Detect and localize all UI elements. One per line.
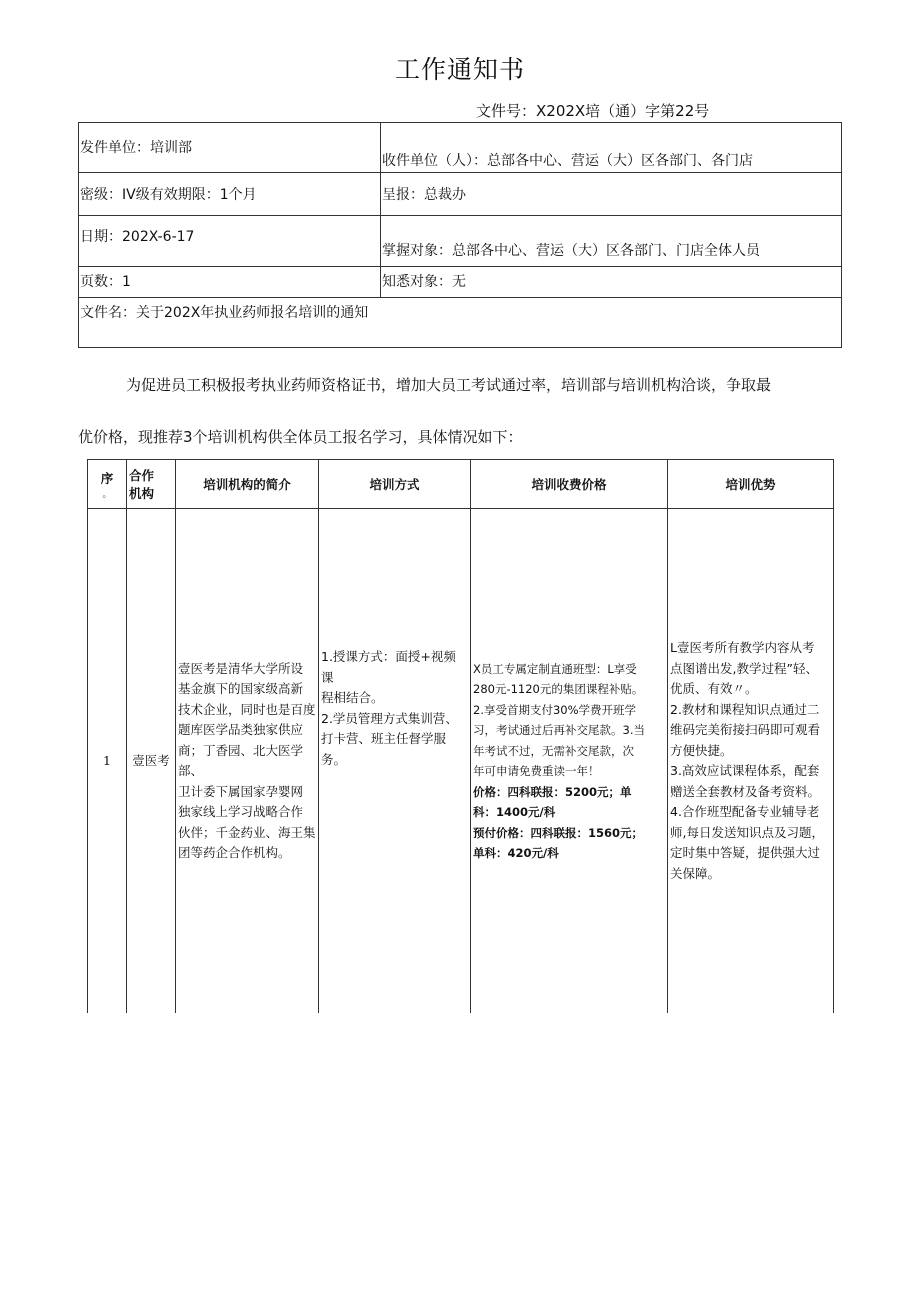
partner-intro-line: 商；丁香园、北大医学部、: [178, 742, 304, 778]
header-no: [88, 460, 127, 509]
report-to: 呈报：总裁办: [382, 187, 466, 203]
page-count: 页数：1: [80, 274, 131, 290]
method-line: 打卡营、班主任督学服务。: [321, 731, 447, 767]
advantage-line: 点图谱出发,教学过程”轻、: [670, 660, 818, 676]
table-header-row: [88, 460, 834, 509]
fee-line: 年考试不过，无需补交尾款，次: [473, 743, 634, 758]
fee-line: 2.享受首期支付30%学费开班学: [473, 702, 637, 717]
header-method: 培训方式: [319, 460, 471, 509]
fee-line: 习，考试通过后再补交尾款。3.当: [473, 723, 645, 737]
partner-intro-line: 卫计委下属国家孕婴网: [178, 783, 304, 799]
header-row: [79, 298, 842, 348]
header-fee: 培训收费价格: [471, 460, 668, 509]
header-cell: [79, 173, 381, 216]
advantage-line: 定时集中答疑，提供强大过: [670, 845, 821, 860]
header-cell: [381, 173, 842, 216]
header-advantage: 培训优势: [668, 460, 834, 509]
header-row: [79, 173, 842, 216]
header-partner-line1: 合作: [129, 468, 155, 483]
header-row: [79, 267, 842, 298]
partner-intro-line: 技术企业，同时也是百度: [178, 701, 316, 717]
method-line: 程相结合。: [321, 690, 384, 705]
advantage-line: 2.教材和课程知识点通过二: [670, 701, 820, 717]
partner-intro-line: 基金旗下的国家级高新: [178, 681, 304, 696]
partner-intro-line: 伙伴；千金药业、海王集: [178, 824, 316, 840]
header-partner: [127, 460, 176, 509]
table-row: [88, 509, 834, 1014]
cc-audience: 知悉对象：无: [382, 274, 466, 290]
advantage-line: 师,每日发送知识点及习题，: [670, 824, 824, 840]
fee-line: 年可申请免费重读一年！: [473, 764, 600, 778]
fee-line: X员工专属定制直通班型：L享受: [473, 661, 637, 676]
header-cell: [79, 298, 842, 348]
price-line: 预付价格：四科联报：1560元；: [473, 825, 644, 840]
advantage-line: 4.合作班型配备专业辅导老: [670, 804, 820, 819]
header-row: [79, 123, 842, 173]
header-cell: [79, 267, 381, 298]
advantage-line: 赠送全套教材及备考资料。: [670, 783, 821, 799]
row-number: 1: [88, 509, 127, 1014]
header-cell: [79, 123, 381, 173]
method-line: 1.授课方式：面授+视频课: [321, 649, 456, 685]
training-method-cell: [319, 509, 471, 1014]
page-title: 工作通知书: [394, 55, 525, 84]
header-partner-line2: 机构: [129, 486, 155, 501]
header-cell: [381, 216, 842, 267]
header-cell: [381, 267, 842, 298]
training-table: [87, 459, 834, 1013]
header-intro: 培训机构的简介: [176, 460, 319, 509]
advantage-line: L壹医考所有教学内容从考: [670, 640, 815, 655]
method-line: 2.学员管理方式集训营、: [321, 710, 458, 726]
security-level: 密级：IV级有效期限：1个月: [80, 187, 257, 203]
advantage-line: 优质、有效〃。: [670, 681, 758, 696]
header-row: [79, 216, 842, 267]
document-number: 文件号：X202X培（通）字第22号: [476, 102, 710, 120]
price-line: 价格：四科联报：5200元；单: [473, 784, 632, 799]
advantage-line: 3.高效应试课程体系，配套: [670, 763, 820, 778]
receiver-unit: 收件单位（人）：总部各中心、营运（大）区各部门、各门店: [382, 153, 753, 169]
fee-line: 280元-1120元的集团课程补贴。: [473, 682, 644, 696]
intro-paragraph-line: 优价格，现推荐3个培训机构供全体员工报名学习，具体情况如下：: [78, 428, 523, 446]
audience: 掌握对象：总部各中心、营运（大）区各部门、门店全体人员: [382, 243, 760, 259]
advantage-line: 方便快捷。: [670, 742, 733, 758]
header-info-table: [78, 122, 842, 348]
partner-intro-line: 壹医考是清华大学所设: [178, 660, 304, 676]
advantage-line: 关保障。: [670, 865, 721, 881]
header-no-line1: 序: [100, 470, 114, 486]
header-cell: [381, 123, 842, 173]
header-cell: [79, 216, 381, 267]
intro-paragraph-line: 为促进员工积极报考执业药师资格证书，增加大员工考试通过率，培训部与培训机构洽谈，争取最: [126, 376, 772, 394]
price-line: 单科：420元/科: [473, 846, 559, 860]
advantage-cell: [668, 509, 834, 1014]
partner-intro-line: 独家线上学习战略合作: [178, 804, 304, 819]
price-line: 科：1400元/科: [473, 805, 556, 819]
issue-date: 日期：202X-6-17: [80, 229, 195, 245]
header-no-line2: 。: [102, 489, 112, 500]
partner-name: 壹医考: [127, 509, 176, 1014]
partner-intro-line: 团等药企合作机构。: [178, 845, 291, 860]
sender-unit: 发件单位：培训部: [80, 140, 192, 156]
partner-intro-cell: [176, 509, 319, 1014]
file-name: 文件名：关于202X年执业药师报名培训的通知: [80, 305, 369, 321]
advantage-line: 维码完美衔接扫码即可观看: [670, 722, 821, 737]
partner-intro-line: 题库医学品类独家供应: [178, 722, 304, 737]
fee-cell: [471, 509, 668, 1014]
